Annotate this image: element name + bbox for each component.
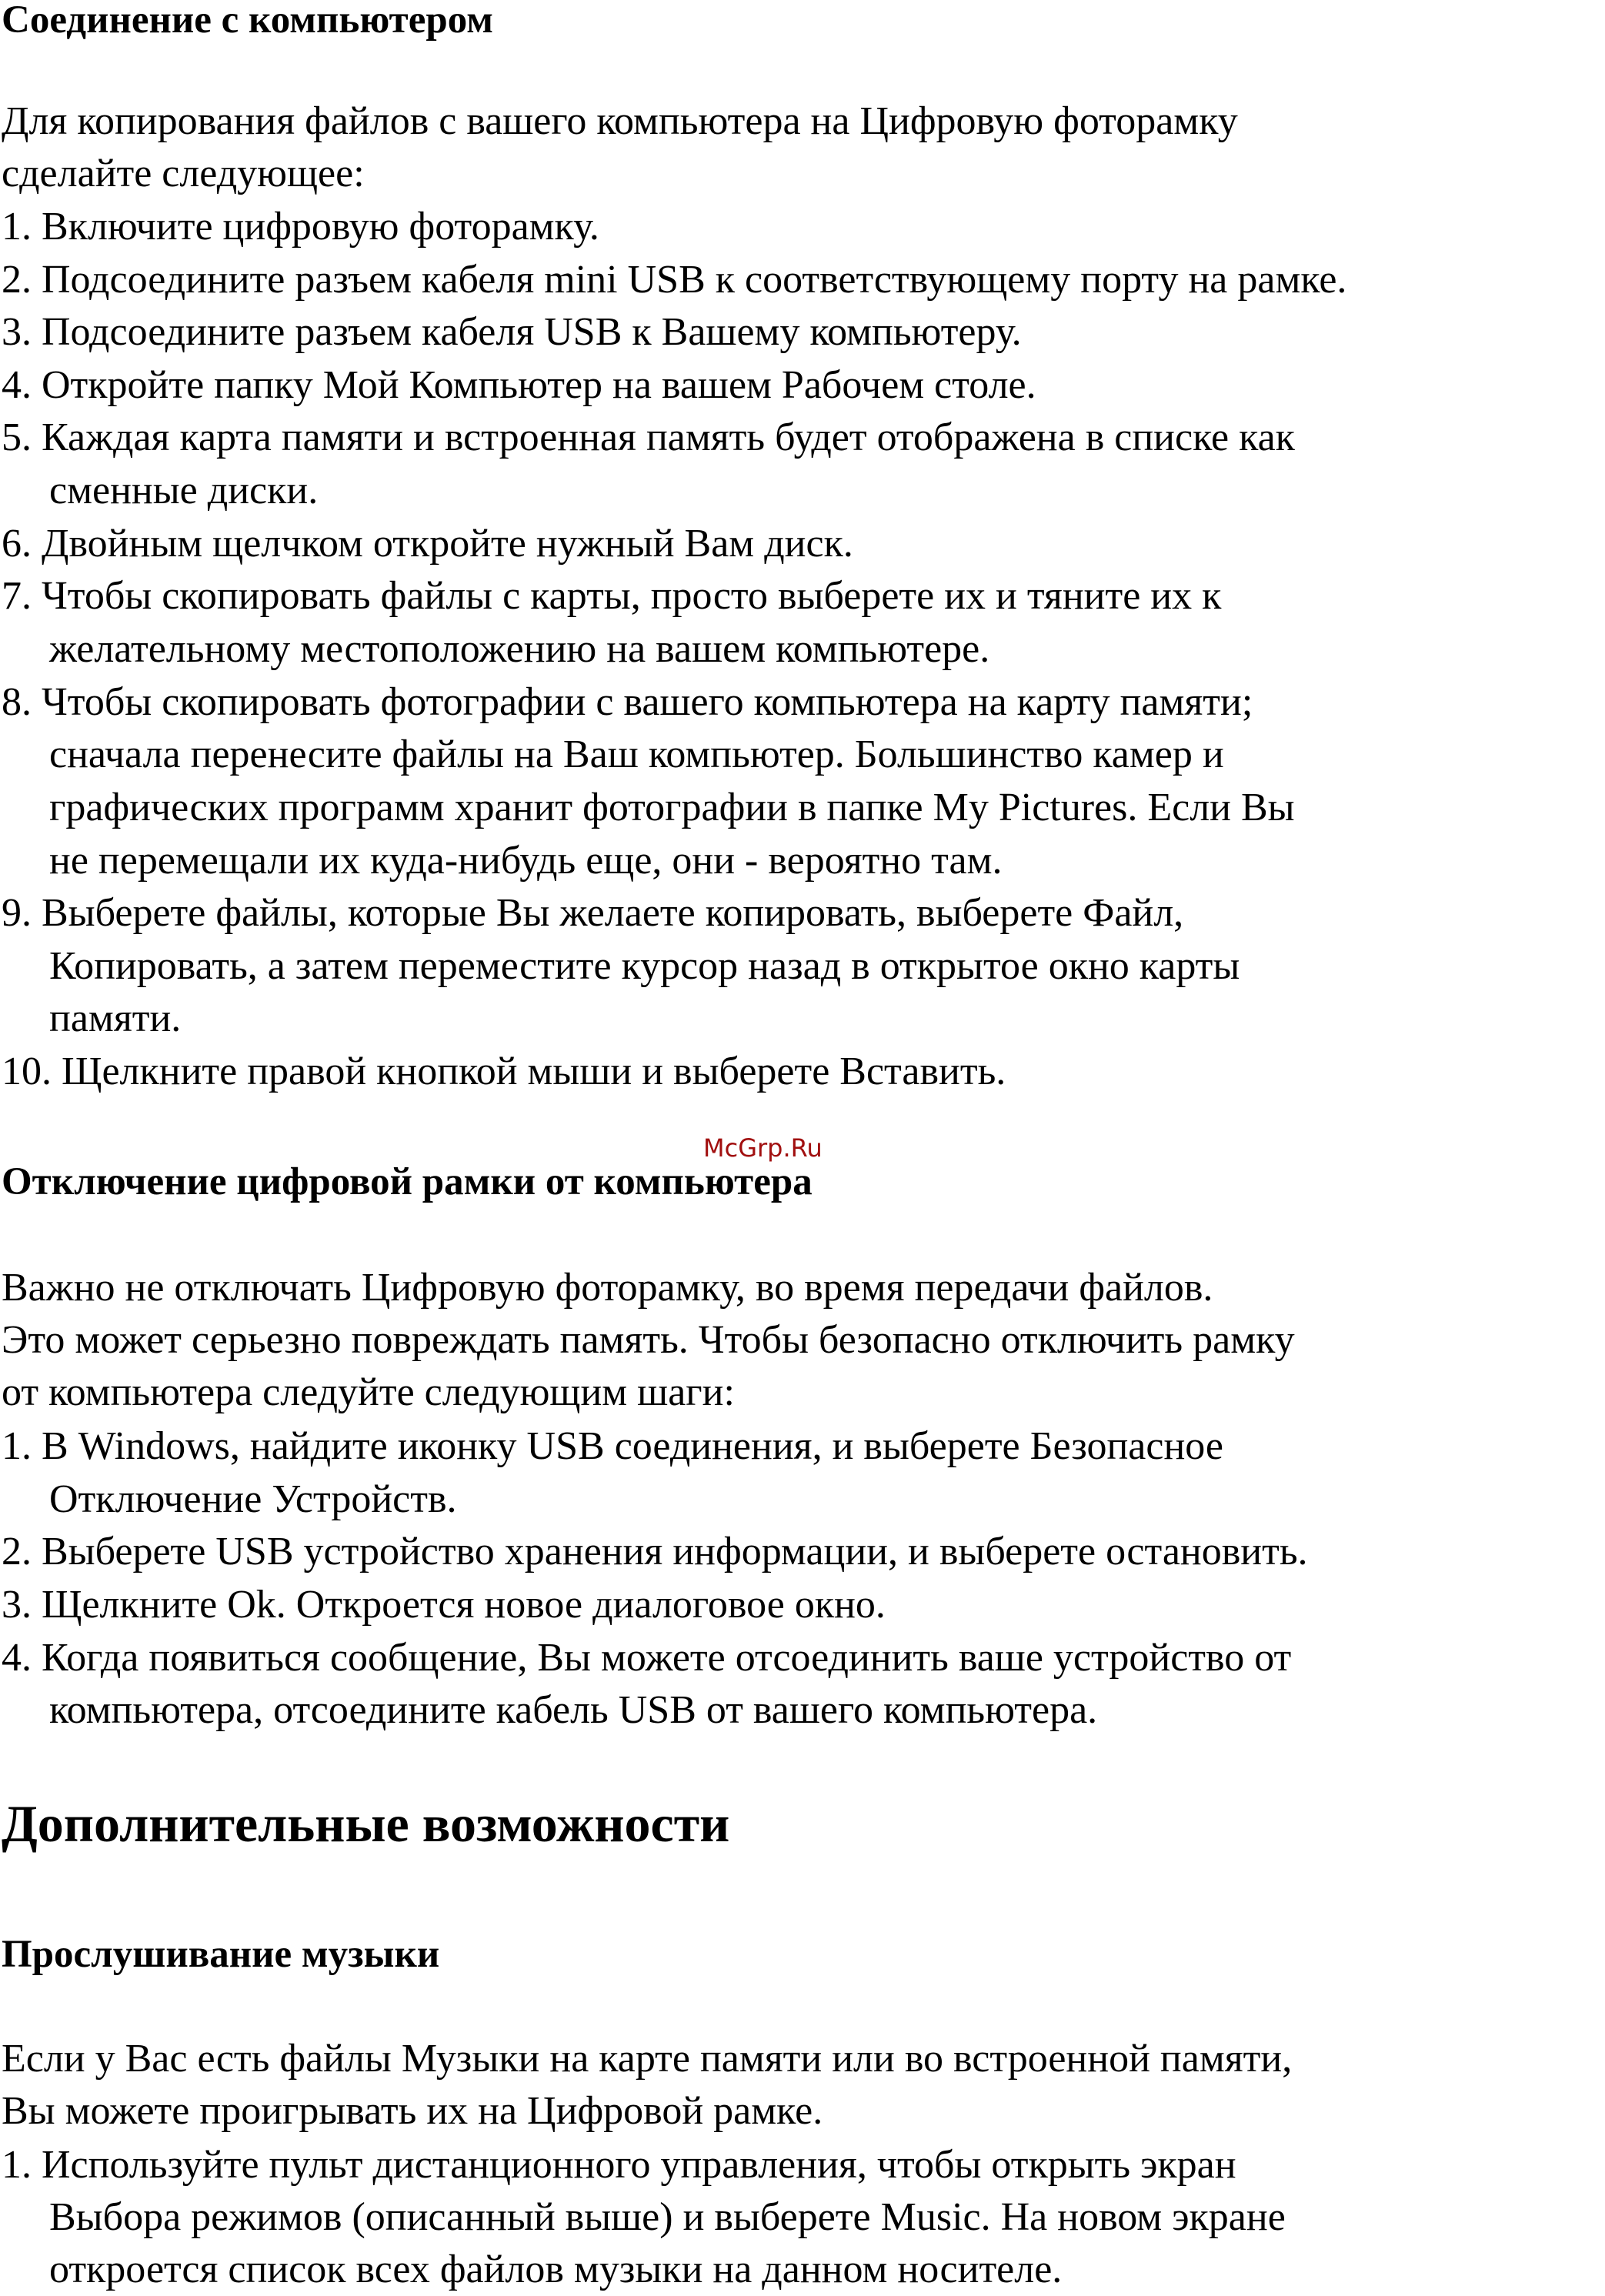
paragraph-line: Для копирования файлов с вашего компьютера на Цифровую фоторамку xyxy=(2,99,1238,143)
paragraph-line: от компьютера следуйте следующим шаги: xyxy=(2,1370,735,1414)
section-heading-connect: Соединение с компьютером xyxy=(2,0,493,42)
list-item: 6. Двойным щелчком откройте нужный Вам диск. xyxy=(2,522,853,566)
list-item: 2. Подсоедините разъем кабеля mini USB к соответствующему порту на рамке. xyxy=(2,258,1347,302)
list-item-continuation: компьютера, отсоедините кабель USB от вашего компьютера. xyxy=(49,1688,1098,1732)
list-item: 10. Щелкните правой кнопкой мыши и выберете Вставить. xyxy=(2,1050,1006,1093)
list-item-continuation: Копировать, а затем переместите курсор назад в открытое окно карты xyxy=(49,944,1240,988)
list-item-continuation: сменные диски. xyxy=(49,469,319,512)
section-heading-music: Прослушивание музыки xyxy=(2,1933,440,1976)
watermark-text: McGrp.Ru xyxy=(703,1133,823,1163)
list-item: 1. В Windows, найдите иконку USB соединения, и выберете Безопасное xyxy=(2,1424,1223,1468)
paragraph-line: сделайте следующее: xyxy=(2,152,365,195)
list-item: 4. Откройте папку Мой Компьютер на вашем Рабочем столе. xyxy=(2,363,1036,407)
list-item: 4. Когда появиться сообщение, Вы можете отсоединить ваше устройство от xyxy=(2,1636,1292,1680)
paragraph-line: Это может серьезно повреждать память. Чтобы безопасно отключить рамку xyxy=(2,1318,1295,1362)
paragraph-line: Если у Вас есть файлы Музыки на карте памяти или во встроенной памяти, xyxy=(2,2037,1293,2081)
list-item-continuation: желательному местоположению на вашем компьютере. xyxy=(49,627,990,671)
list-item-continuation: откроется список всех файлов музыки на данном носителе. xyxy=(49,2248,1063,2291)
list-item-continuation: графических программ хранит фотографии в папке My Pictures. Если Вы xyxy=(49,786,1295,829)
list-item: 2. Выберете USB устройство хранения информации, и выберете остановить. xyxy=(2,1530,1308,1573)
list-item-continuation: Отключение Устройств. xyxy=(49,1477,457,1521)
list-item: 5. Каждая карта памяти и встроенная память будет отображена в списке как xyxy=(2,415,1295,459)
list-item-continuation: сначала перенесите файлы на Ваш компьютер. Большинство камер и xyxy=(49,733,1224,776)
list-item: 1. Используйте пульт дистанционного управления, чтобы открыть экран xyxy=(2,2143,1236,2187)
list-item-continuation: Выбора режимов (описанный выше) и выберете Music. На новом экране xyxy=(49,2195,1286,2239)
list-item: 1. Включите цифровую фоторамку. xyxy=(2,205,599,249)
list-item-continuation: памяти. xyxy=(49,996,182,1040)
list-item: 3. Подсоедините разъем кабеля USB к Вашему компьютеру. xyxy=(2,310,1022,354)
list-item: 3. Щелкните Ok. Откроется новое диалоговое окно. xyxy=(2,1583,886,1627)
list-item: 7. Чтобы скопировать файлы с карты, просто выберете их и тяните их к xyxy=(2,574,1222,618)
list-item: 9. Выберете файлы, которые Вы желаете копировать, выберете Файл, xyxy=(2,891,1184,935)
list-item-continuation: не перемещали их куда-нибудь еще, они - вероятно там. xyxy=(49,839,1003,883)
paragraph-line: Вы можете проигрывать их на Цифровой рамке. xyxy=(2,2089,823,2133)
section-heading-additional-features: Дополнительные возможности xyxy=(2,1794,730,1853)
list-item: 8. Чтобы скопировать фотографии с вашего компьютера на карту памяти; xyxy=(2,680,1253,724)
section-heading-disconnect: Отключение цифровой рамки от компьютера xyxy=(2,1160,813,1203)
paragraph-line: Важно не отключать Цифровую фоторамку, во время передачи файлов. xyxy=(2,1266,1213,1310)
